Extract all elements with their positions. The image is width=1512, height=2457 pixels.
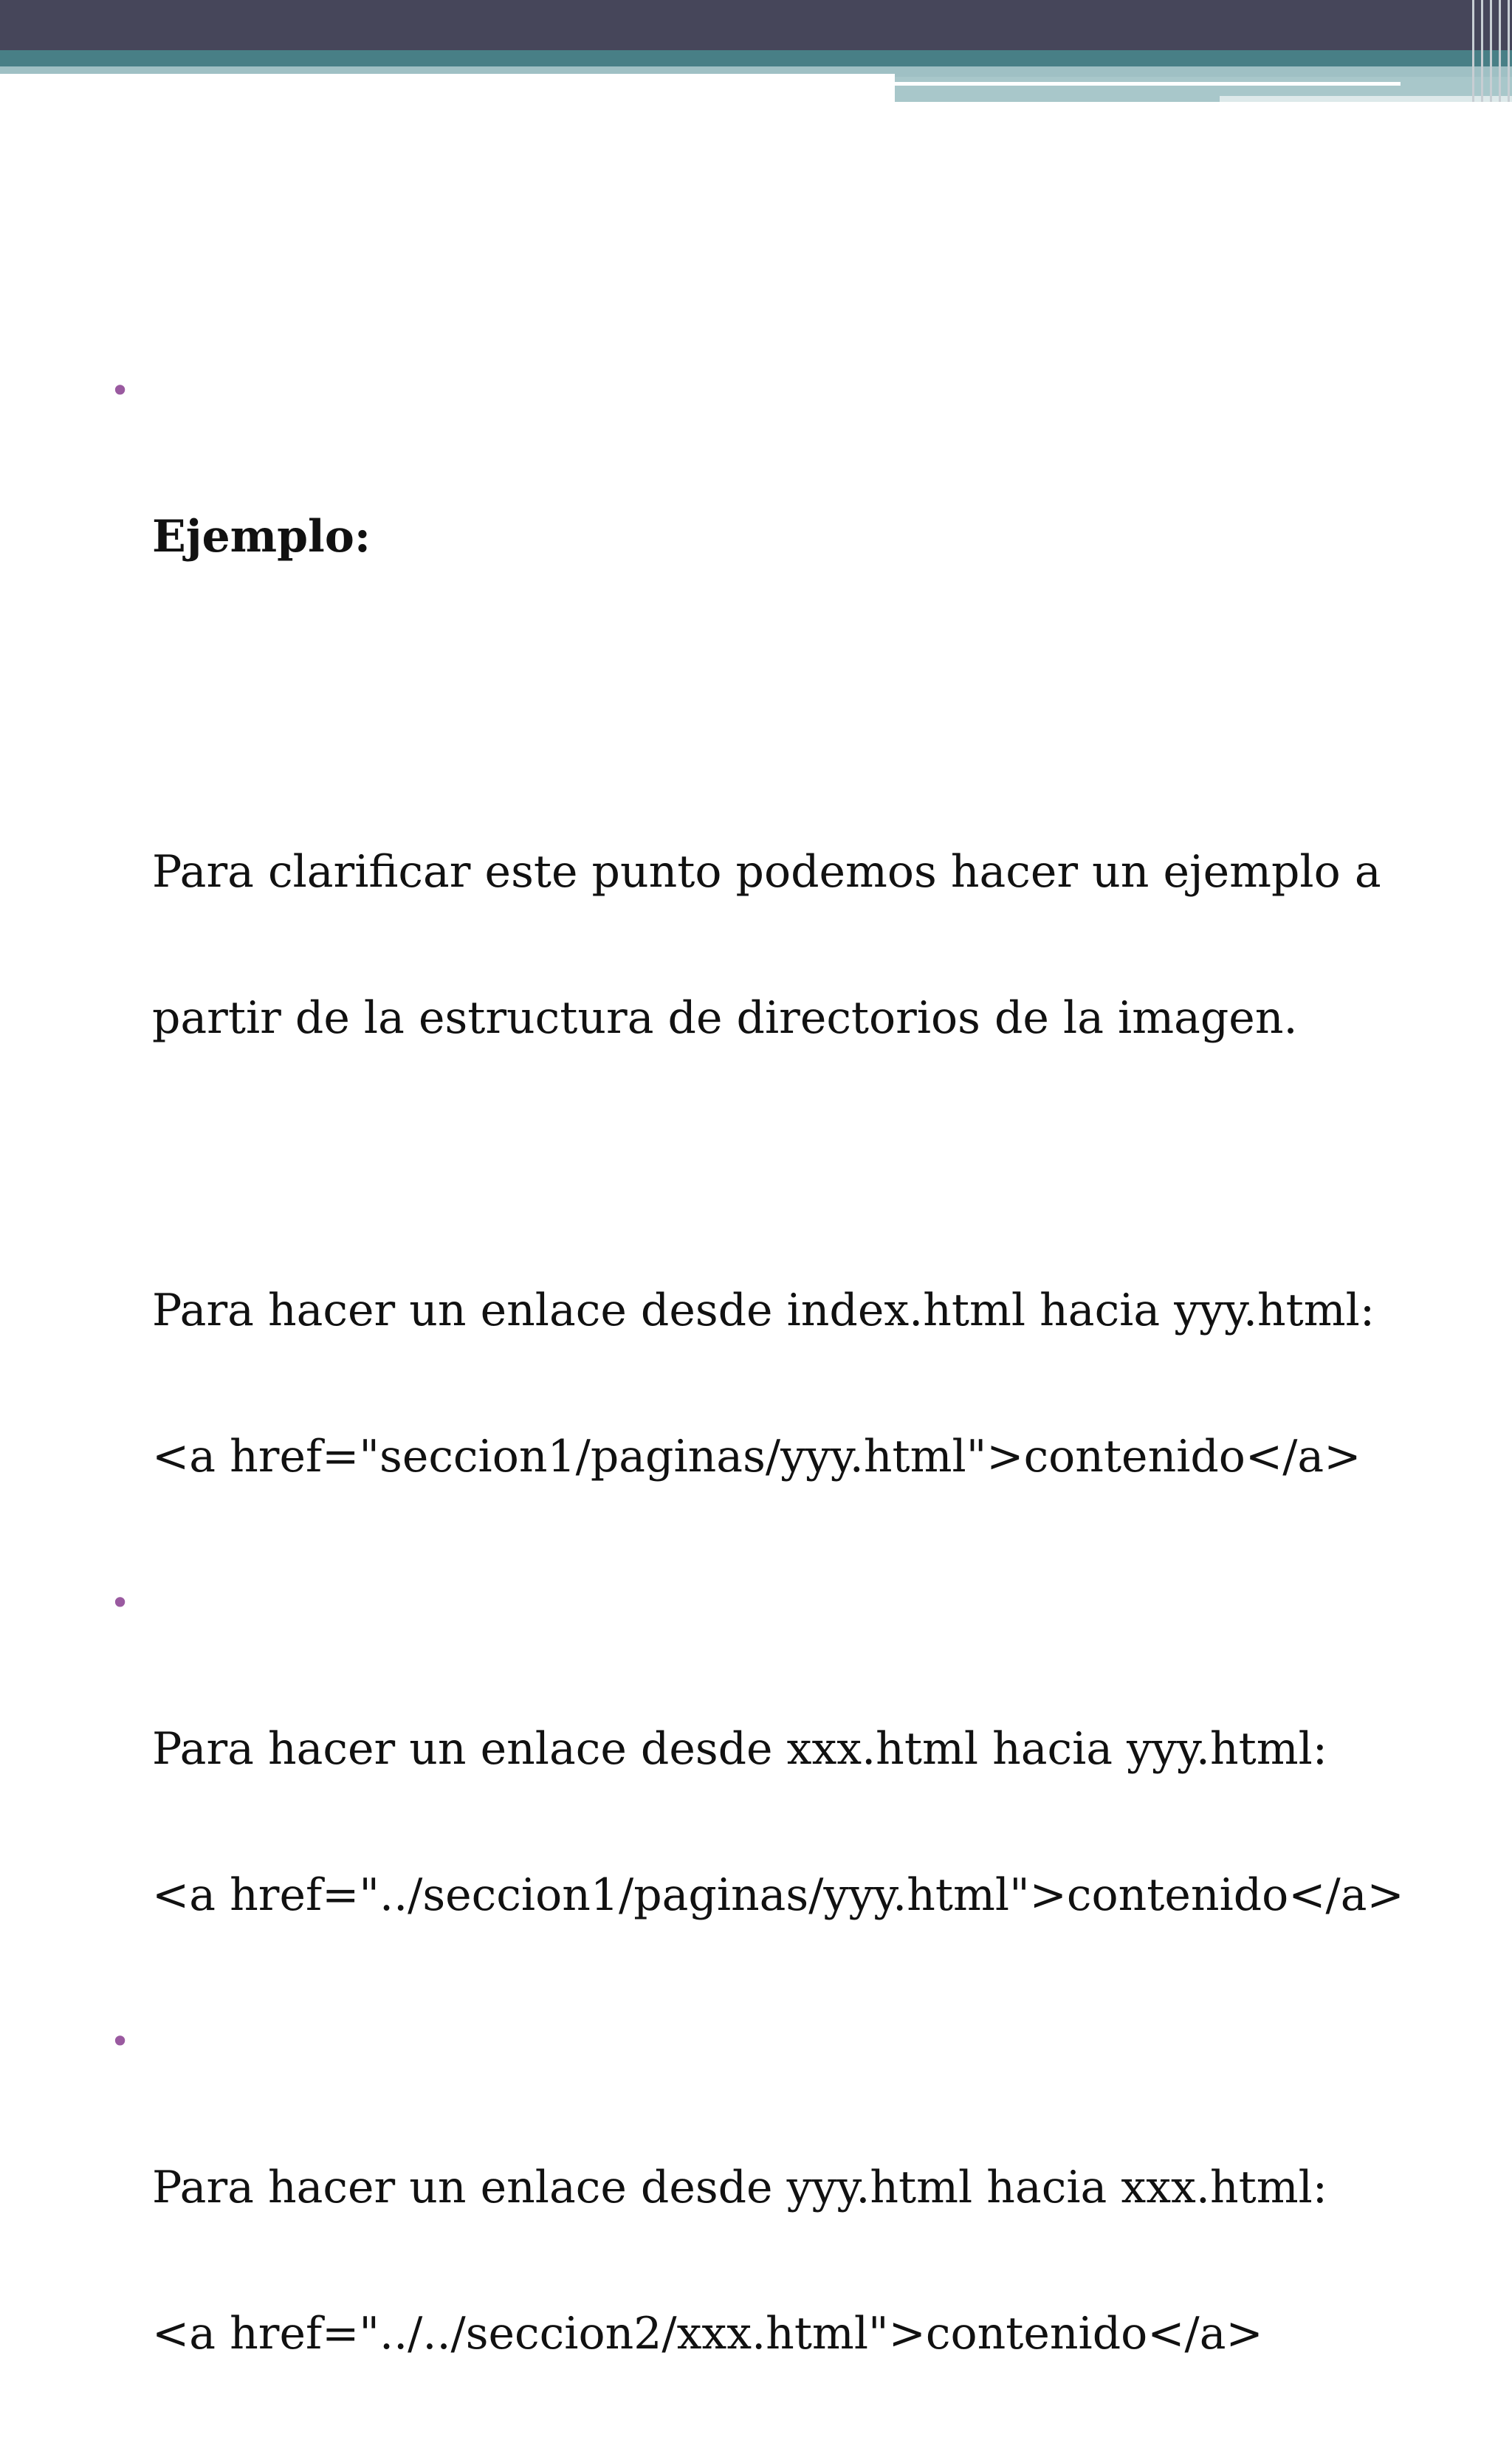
paragraph-line: partir de la estructura de directorios de la imagen. <box>152 992 1298 1044</box>
header-dark-band <box>0 0 1512 50</box>
code-line: <a href="seccion1/paginas/yyy.html">contenido</a> <box>152 1431 1361 1482</box>
code-line: <a href="../seccion1/paginas/yyy.html">contenido</a> <box>152 1869 1404 1921</box>
example-heading: Ejemplo: <box>152 511 371 563</box>
header-light-band-left <box>0 66 895 74</box>
bullet-icon: • <box>110 2021 131 2061</box>
bullet-item-example <box>103 366 1477 1578</box>
slide-body <box>103 366 1477 2456</box>
header-white-line <box>895 82 1401 86</box>
corner-stripe <box>1490 0 1492 102</box>
paragraph-line: Para clarificar este punto podemos hacer un ejemplo a <box>152 846 1381 898</box>
corner-stripe <box>1499 0 1501 102</box>
header-light-band-right-top <box>895 66 1512 77</box>
corner-stripe <box>1508 0 1510 102</box>
bullet-item-xxx-to-yyy <box>103 1578 1477 2017</box>
paragraph-line: Para hacer un enlace desde index.html hacia yyy.html: <box>152 1285 1375 1336</box>
bullet-icon: • <box>110 1583 131 1623</box>
corner-stripe <box>1472 0 1474 102</box>
corner-stripe <box>1481 0 1483 102</box>
header-teal-band <box>0 50 1512 66</box>
corner-stripes <box>1468 0 1512 102</box>
bullet-item-yyy-to-xxx <box>103 2017 1477 2456</box>
paragraph-line: Para hacer un enlace desde xxx.html hacia yyy.html: <box>152 1723 1327 1775</box>
code-line: <a href="../../seccion2/xxx.html">contenido</a> <box>152 2308 1263 2360</box>
bullet-icon: • <box>110 371 131 410</box>
paragraph-line: Para hacer un enlace desde yyy.html hacia xxx.html: <box>152 2162 1327 2213</box>
